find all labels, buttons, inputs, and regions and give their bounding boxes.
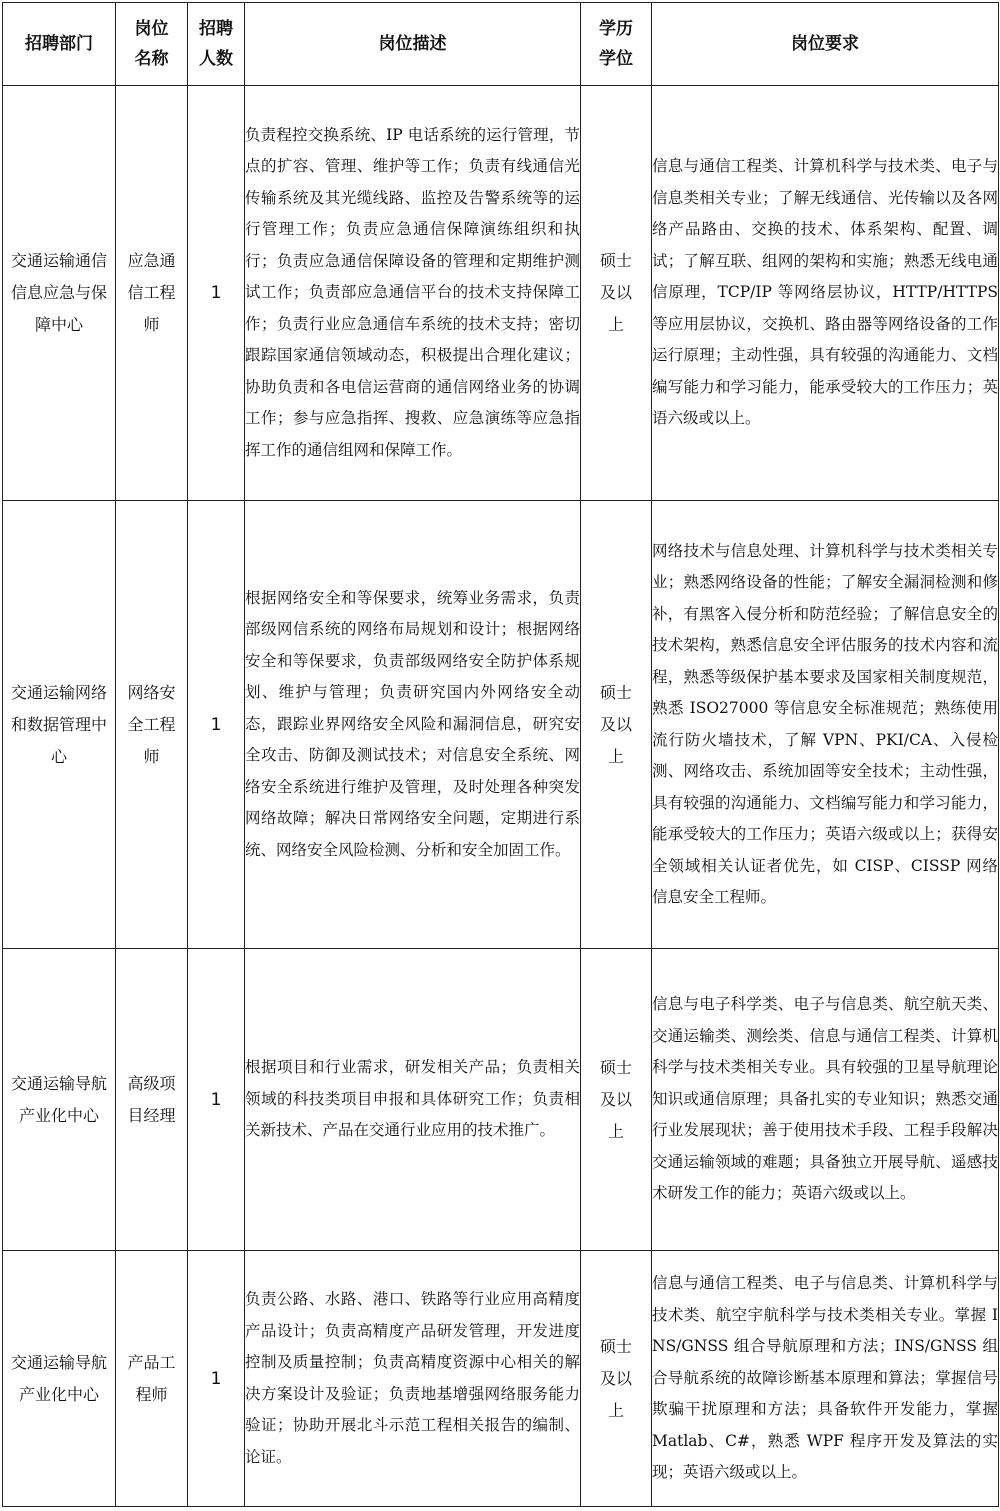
dept-cell: 交通运输导航产业化中心 xyxy=(3,1251,116,1507)
dept-cell: 交通运输导航产业化中心 xyxy=(3,949,116,1251)
position-cell: 应急通信工程师 xyxy=(116,86,188,501)
count-cell: 1 xyxy=(188,1251,245,1507)
dept-cell: 交通运输网络和数据管理中心 xyxy=(3,501,116,949)
requirements-cell: 信息与电子科学类、电子与信息类、航空航天类、交通运输类、测绘类、信息与通信工程类、计算机科学与技术类相关专业。具有较强的卫星导航理论知识或通信原理；具备扎实的专业知识；熟悉交通行业发展现状；善于使用技术手段、工程手段解决交通运输领域的难题；具备独立开展导航、遥感技术研发工作的能力；英语六级或以上。 xyxy=(652,949,999,1251)
requirements-cell: 信息与通信工程类、电子与信息类、计算机科学与技术类、航空宇航科学与技术类相关专业。掌握 INS/GNSS 组合导航原理和方法；INS/GNSS 组合导航系统的故障诊断基本原理和算法；掌握信号欺骗干扰原理和方法；具备软件开发能力，掌握 Matlab、C#，熟悉 WPF 程序开发及算法的实现；英语六级或以上。 xyxy=(652,1251,999,1507)
count-cell: 1 xyxy=(188,86,245,501)
table-row xyxy=(3,1251,999,1507)
description-cell: 负责程控交换系统、IP 电话系统的运行管理，节点的扩容、管理、维护等工作；负责有线通信光传输系统及其光缆线路、监控及告警系统等的运行管理工作；负责应急通信保障演练组织和执行；负责应急通信保障设备的管理和定期维护测试工作；负责部应急通信平台的技术支持保障工作；负责行业应急通信车系统的技术支持；密切跟踪国家通信领域动态，积极提出合理化建议；协助负责和各电信运营商的通信网络业务的协调工作；参与应急指挥、搜救、应急演练等应急指挥工作的通信组网和保障工作。 xyxy=(245,86,581,501)
degree-cell: 硕士及以上 xyxy=(581,86,652,501)
header-requirements: 岗位要求 xyxy=(652,3,999,86)
count-cell: 1 xyxy=(188,949,245,1251)
header-row xyxy=(3,3,999,86)
description-cell: 负责公路、水路、港口、铁路等行业应用高精度产品设计；负责高精度产品研发管理，开发进度控制及质量控制；负责高精度资源中心相关的解决方案设计及验证；负责地基增强网络服务能力验证；协助开展北斗示范工程相关报告的编制、论证。 xyxy=(245,1251,581,1507)
position-cell: 网络安全工程师 xyxy=(116,501,188,949)
degree-cell: 硕士及以上 xyxy=(581,949,652,1251)
header-position: 岗位名称 xyxy=(116,3,188,86)
table-row xyxy=(3,501,999,949)
header-dept: 招聘部门 xyxy=(3,3,116,86)
degree-cell: 硕士及以上 xyxy=(581,501,652,949)
position-cell: 高级项目经理 xyxy=(116,949,188,1251)
description-cell: 根据网络安全和等保要求，统筹业务需求，负责部级网信系统的网络布局规划和设计；根据网络安全和等保要求，负责部级网络安全防护体系规划、维护与管理；负责研究国内外网络安全动态，跟踪业界网络安全风险和漏洞信息，研究安全攻击、防御及测试技术；对信息安全系统、网络安全系统进行维护及管理，及时处理各种突发网络故障；解决日常网络安全问题，定期进行系统、网络安全风险检测、分析和安全加固工作。 xyxy=(245,501,581,949)
header-degree: 学历学位 xyxy=(581,3,652,86)
degree-cell: 硕士及以上 xyxy=(581,1251,652,1507)
position-cell: 产品工程师 xyxy=(116,1251,188,1507)
requirements-cell: 信息与通信工程类、计算机科学与技术类、电子与信息类相关专业；了解无线通信、光传输以及各网络产品路由、交换的技术、体系架构、配置、调试；了解互联、组网的架构和实施；熟悉无线电通信原理，TCP/IP 等网络层协议，HTTP/HTTPS 等应用层协议，交换机、路由器等网络设备的工作运行原理；主动性强，具有较强的沟通能力、文档编写能力和学习能力，能承受较大的工作压力；英语六级或以上。 xyxy=(652,86,999,501)
description-cell: 根据项目和行业需求，研发相关产品；负责相关领域的科技类项目申报和具体研究工作；负责相关新技术、产品在交通行业应用的技术推广。 xyxy=(245,949,581,1251)
recruitment-table xyxy=(2,2,999,1507)
header-description: 岗位描述 xyxy=(245,3,581,86)
dept-cell: 交通运输通信信息应急与保障中心 xyxy=(3,86,116,501)
table-row xyxy=(3,949,999,1251)
header-count: 招聘人数 xyxy=(188,3,245,86)
count-cell: 1 xyxy=(188,501,245,949)
requirements-cell: 网络技术与信息处理、计算机科学与技术类相关专业；熟悉网络设备的性能；了解安全漏洞检测和修补，有黑客入侵分析和防范经验；了解信息安全的技术架构，熟悉信息安全评估服务的技术内容和流程，熟悉等级保护基本要求及国家相关制度规范，熟悉 ISO27000 等信息安全标准规范；熟练使用流行防火墙技术，了解 VPN、PKI/CA、入侵检测、网络攻击、系统加固等安全技术；主动性强，具有较强的沟通能力、文档编写能力和学习能力，能承受较大的工作压力；英语六级或以上；获得安全领域相关认证者优先，如 CISP、CISSP 网络信息安全工程师。 xyxy=(652,501,999,949)
table-row xyxy=(3,86,999,501)
